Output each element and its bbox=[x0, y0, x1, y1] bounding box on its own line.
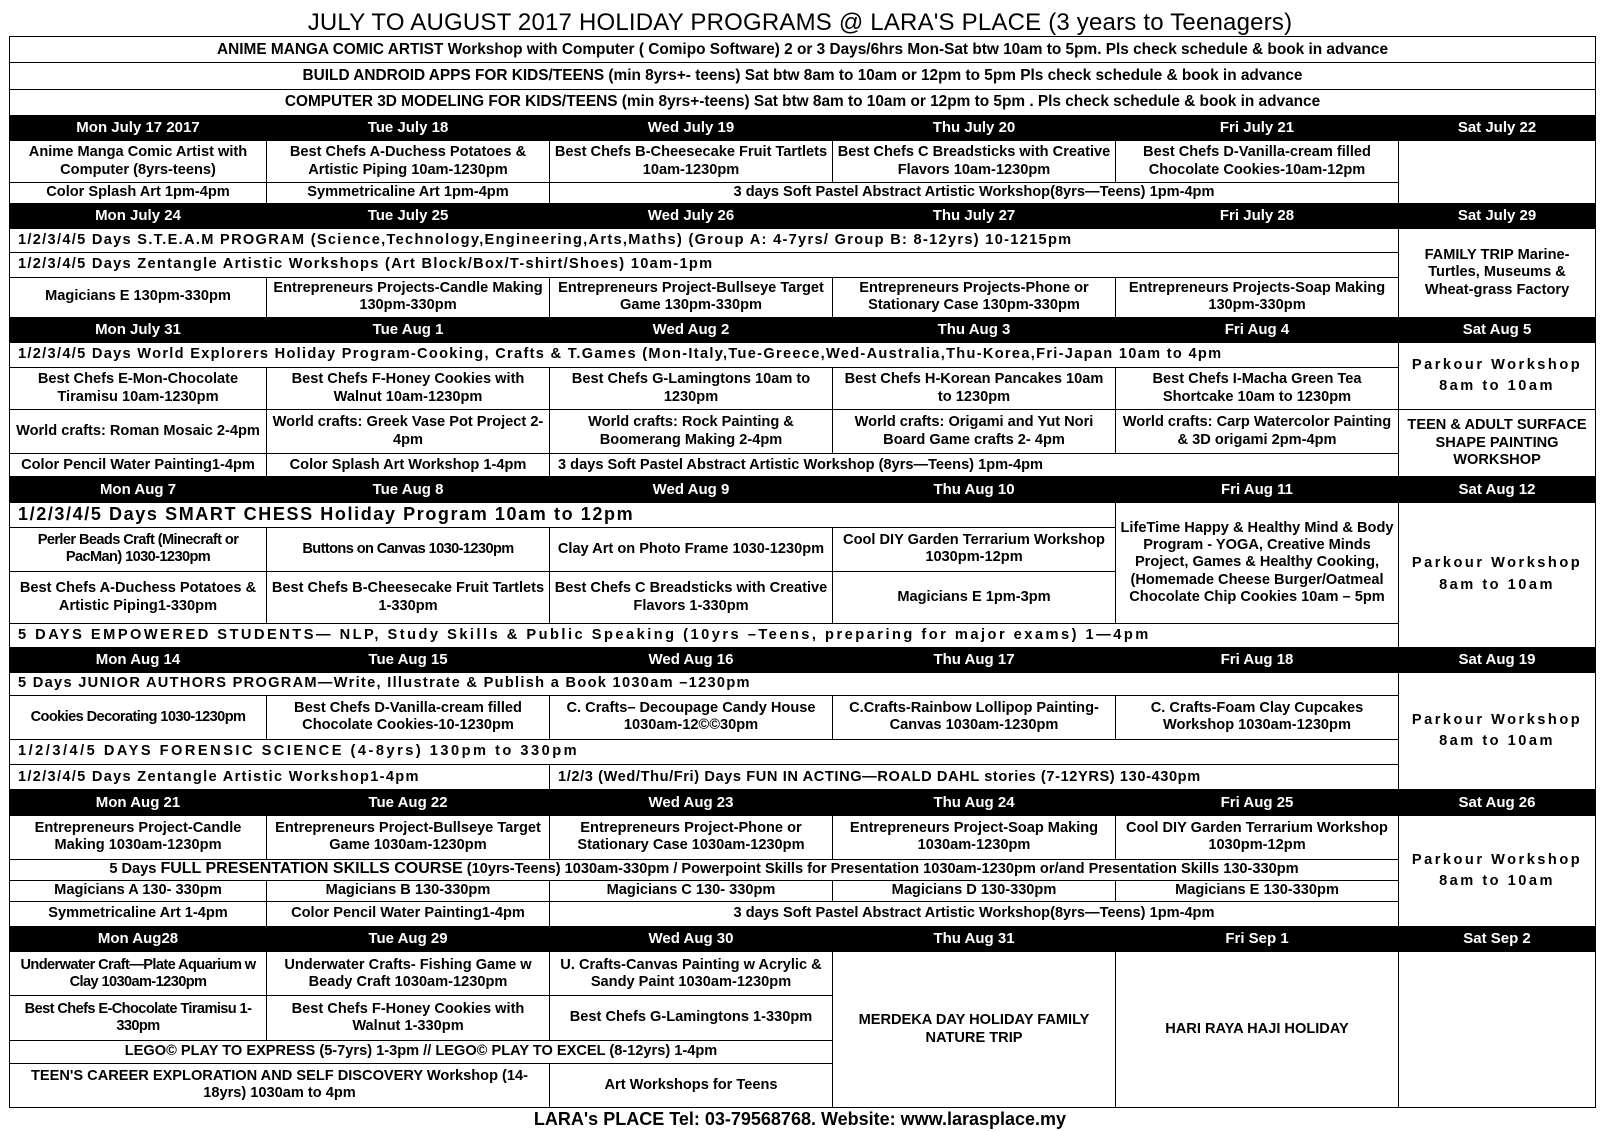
fun-in-acting: 1/2/3 (Wed/Thu/Fri) Days FUN IN ACTING—ROALD DAHL stories (7-12YRS) 130-430pm bbox=[550, 765, 1399, 790]
empowered-students: 5 DAYS EMPOWERED STUDENTS— NLP, Study Skills & Public Speaking (10yrs –Teens, preparing for major exams) 1—4pm bbox=[10, 624, 1399, 647]
page-title: JULY TO AUGUST 2017 HOLIDAY PROGRAMS @ LARA'S PLACE (3 years to Teenagers) bbox=[307, 9, 1293, 36]
day-header: Tue Aug 8 bbox=[267, 477, 550, 502]
steam-program: 1/2/3/4/5 Days S.T.E.A.M PROGRAM (Science,Technology,Engineering,Arts,Maths) (Group A: 4-7yrs/ Group B: 8-12yrs) 10-1215pm bbox=[10, 229, 1399, 253]
zentangle-workshops: 1/2/3/4/5 Days Zentangle Artistic Workshops (Art Block/Box/T-shirt/Shoes) 10am-1pm bbox=[10, 253, 1399, 277]
teen-adult-painting: TEEN & ADULT SURFACE SHAPE PAINTING WORKSHOP bbox=[1399, 410, 1596, 477]
week-header bbox=[10, 647, 1596, 672]
day-header: Tue Aug 15 bbox=[267, 647, 550, 672]
week-header bbox=[10, 317, 1596, 342]
program-cell: Entrepreneurs Projects-Soap Making 130pm-330pm bbox=[1116, 277, 1399, 317]
day-header: Thu July 20 bbox=[833, 115, 1116, 140]
presentation-title: FULL PRESENTATION SKILLS COURSE bbox=[160, 860, 463, 878]
day-header: Wed Aug 23 bbox=[550, 790, 833, 815]
day-header: Fri Aug 11 bbox=[1116, 477, 1399, 502]
lifetime-program: LifeTime Happy & Healthy Mind & Body Program - YOGA, Creative Minds Project, Games & Healthy Cooking, (Homemade Cheese Burger/Oatmeal Chocolate Chip Cookies 10am – 5pm bbox=[1116, 502, 1399, 624]
zentangle-workshop: 1/2/3/4/5 Days Zentangle Artistic Workshop1-4pm bbox=[10, 765, 550, 790]
program-cell: Magicians C 130- 330pm bbox=[550, 880, 833, 901]
day-header: Fri Aug 25 bbox=[1116, 790, 1399, 815]
program-cell: Best Chefs I-Macha Green Tea Shortcake 10am to 1230pm bbox=[1116, 368, 1399, 410]
day-header: Wed Aug 2 bbox=[550, 317, 833, 342]
banner-anime-manga: ANIME MANGA COMIC ARTIST Workshop with Computer ( Comipo Software) 2 or 3 Days/6hrs Mon-Sat btw 10am to 5pm. Pls check schedule & book in advance bbox=[10, 37, 1596, 63]
day-header: Tue Aug 29 bbox=[267, 927, 550, 952]
program-cell: Best Chefs F-Honey Cookies with Walnut 1-330pm bbox=[267, 996, 550, 1040]
day-header: Tue July 25 bbox=[267, 204, 550, 229]
parkour-workshop: Parkour Workshop 8am to 10am bbox=[1399, 502, 1596, 647]
day-header: Mon Aug28 bbox=[10, 927, 267, 952]
program-cell: World crafts: Rock Painting & Boomerang Making 2-4pm bbox=[550, 410, 833, 454]
parkour-workshop: Parkour Workshop 8am to 10am bbox=[1399, 342, 1596, 409]
program-cell: Best Chefs A-Duchess Potatoes & Artistic Piping1-330pm bbox=[10, 571, 267, 624]
program-cell: Best Chefs B-Cheesecake Fruit Tartlets 1-330pm bbox=[267, 571, 550, 624]
program-cell: Magicians D 130-330pm bbox=[833, 880, 1116, 901]
presentation-details: (10yrs-Teens) 1030am-330pm / Powerpoint Skills for Presentation 1030am-1230pm or/and Presentation Skills 130-330pm bbox=[462, 861, 1299, 878]
week-header bbox=[10, 477, 1596, 502]
program-cell: Best Chefs C Breadsticks with Creative Flavors 1-330pm bbox=[550, 571, 833, 624]
day-header: Wed July 19 bbox=[550, 115, 833, 140]
day-header: Sat Aug 5 bbox=[1399, 317, 1596, 342]
banner-3d-modeling: COMPUTER 3D MODELING FOR KIDS/TEENS (min 8yrs+-teens) Sat btw 8am to 10am or 12pm to 5pm . Pls check schedule & book in advance bbox=[10, 89, 1596, 115]
program-cell: Best Chefs B-Cheesecake Fruit Tartlets 10am-1230pm bbox=[550, 141, 833, 183]
program-cell: Best Chefs F-Honey Cookies with Walnut 10am-1230pm bbox=[267, 368, 550, 410]
program-cell: Best Chefs G-Lamingtons 10am to 1230pm bbox=[550, 368, 833, 410]
program-cell: Magicians A 130- 330pm bbox=[10, 880, 267, 901]
program-cell: Best Chefs E-Chocolate Tiramisu 1-330pm bbox=[10, 996, 267, 1040]
empty-cell bbox=[1399, 952, 1596, 1108]
program-cell: Entrepreneurs Projects-Phone or Stationary Case 130pm-330pm bbox=[833, 277, 1116, 317]
day-header: Mon July 17 2017 bbox=[10, 115, 267, 140]
program-cell: Magicians E 130-330pm bbox=[1116, 880, 1399, 901]
day-header: Wed Aug 16 bbox=[550, 647, 833, 672]
program-cell: Entrepreneurs Project-Candle Making 1030am-1230pm bbox=[10, 815, 267, 859]
day-header: Tue Aug 1 bbox=[267, 317, 550, 342]
program-cell: Underwater Craft—Plate Aquarium w Clay 1030am-1230pm bbox=[10, 952, 267, 996]
program-cell: World crafts: Carp Watercolor Painting & 3D origami 2pm-4pm bbox=[1116, 410, 1399, 454]
program-cell: Cookies Decorating 1030-1230pm bbox=[10, 695, 267, 739]
program-cell: Buttons on Canvas 1030-1230pm bbox=[267, 527, 550, 571]
program-cell: C.Crafts-Rainbow Lollipop Painting-Canvas 1030am-1230pm bbox=[833, 695, 1116, 739]
program-cell: Magicians B 130-330pm bbox=[267, 880, 550, 901]
schedule-table bbox=[9, 36, 1596, 1108]
banner-android-apps: BUILD ANDROID APPS FOR KIDS/TEENS (min 8yrs+- teens) Sat btw 8am to 10am or 12pm to 5pm Pls check schedule & book in advance bbox=[10, 63, 1596, 89]
day-header: Fri July 28 bbox=[1116, 204, 1399, 229]
program-cell: Best Chefs G-Lamingtons 1-330pm bbox=[550, 996, 833, 1040]
day-header: Thu Aug 3 bbox=[833, 317, 1116, 342]
program-cell: Magicians E 130pm-330pm bbox=[10, 277, 267, 317]
day-header: Mon Aug 14 bbox=[10, 647, 267, 672]
lego-play: LEGO© PLAY TO EXPRESS (5-7yrs) 1-3pm // LEGO© PLAY TO EXCEL (8-12yrs) 1-4pm bbox=[10, 1040, 833, 1063]
day-header: Thu Aug 10 bbox=[833, 477, 1116, 502]
day-header: Fri Aug 18 bbox=[1116, 647, 1399, 672]
day-header: Sat Sep 2 bbox=[1399, 927, 1596, 952]
day-header: Mon Aug 7 bbox=[10, 477, 267, 502]
world-explorers-program: 1/2/3/4/5 Days World Explorers Holiday Program-Cooking, Crafts & T.Games (Mon-Italy,Tue-Greece,Wed-Australia,Thu-Korea,Fri-Japan 10am to 4pm bbox=[10, 342, 1399, 367]
program-cell: Underwater Crafts- Fishing Game w Beady Craft 1030am-1230pm bbox=[267, 952, 550, 996]
smart-chess-program: 1/2/3/4/5 Days SMART CHESS Holiday Program 10am to 12pm bbox=[10, 502, 1116, 527]
program-cell: Magicians E 1pm-3pm bbox=[833, 571, 1116, 624]
program-cell: Color Splash Art Workshop 1-4pm bbox=[267, 454, 550, 477]
program-cell: Cool DIY Garden Terrarium Workshop 1030pm-12pm bbox=[1116, 815, 1399, 859]
program-cell: Best Chefs D-Vanilla-cream filled Chocolate Cookies-10-1230pm bbox=[267, 695, 550, 739]
day-header: Sat Aug 12 bbox=[1399, 477, 1596, 502]
program-cell: C. Crafts-Foam Clay Cupcakes Workshop 1030am-1230pm bbox=[1116, 695, 1399, 739]
program-cell: Perler Beads Craft (Minecraft or PacMan) 1030-1230pm bbox=[10, 527, 267, 571]
day-header: Fri Aug 4 bbox=[1116, 317, 1399, 342]
program-cell: Anime Manga Comic Artist with Computer (8yrs-teens) bbox=[10, 141, 267, 183]
day-header: Sat Aug 19 bbox=[1399, 647, 1596, 672]
program-cell: Cool DIY Garden Terrarium Workshop 1030pm-12pm bbox=[833, 527, 1116, 571]
day-header: Mon July 24 bbox=[10, 204, 267, 229]
day-header: Wed Aug 9 bbox=[550, 477, 833, 502]
day-header: Fri Sep 1 bbox=[1116, 927, 1399, 952]
day-header: Thu Aug 17 bbox=[833, 647, 1116, 672]
day-header: Fri July 21 bbox=[1116, 115, 1399, 140]
program-cell: World crafts: Roman Mosaic 2-4pm bbox=[10, 410, 267, 454]
program-cell: Best Chefs H-Korean Pancakes 10am to 1230pm bbox=[833, 368, 1116, 410]
program-cell: Clay Art on Photo Frame 1030-1230pm bbox=[550, 527, 833, 571]
day-header: Thu Aug 31 bbox=[833, 927, 1116, 952]
day-header: Sat July 29 bbox=[1399, 204, 1596, 229]
parkour-workshop: Parkour Workshop 8am to 10am bbox=[1399, 815, 1596, 926]
program-cell: Entrepreneurs Project-Soap Making 1030am-1230pm bbox=[833, 815, 1116, 859]
day-header: Tue Aug 22 bbox=[267, 790, 550, 815]
program-cell: 3 days Soft Pastel Abstract Artistic Workshop(8yrs—Teens) 1pm-4pm bbox=[550, 901, 1399, 926]
program-cell: Entrepreneurs Project-Bullseye Target Game 130pm-330pm bbox=[550, 277, 833, 317]
program-cell: Best Chefs C Breadsticks with Creative Flavors 10am-1230pm bbox=[833, 141, 1116, 183]
program-cell: World crafts: Origami and Yut Nori Board Game crafts 2- 4pm bbox=[833, 410, 1116, 454]
merdeka-holiday: MERDEKA DAY HOLIDAY FAMILY NATURE TRIP bbox=[833, 952, 1116, 1108]
hari-raya-haji-holiday: HARI RAYA HAJI HOLIDAY bbox=[1116, 952, 1399, 1108]
week-header bbox=[10, 115, 1596, 140]
presentation-skills-course bbox=[10, 859, 1399, 880]
day-header: Wed Aug 30 bbox=[550, 927, 833, 952]
presentation-prefix: 5 Days bbox=[109, 861, 161, 878]
day-header: Mon July 31 bbox=[10, 317, 267, 342]
day-header: Thu Aug 24 bbox=[833, 790, 1116, 815]
program-cell: Best Chefs E-Mon-Chocolate Tiramisu 10am-1230pm bbox=[10, 368, 267, 410]
program-cell: Color Pencil Water Painting1-4pm bbox=[10, 454, 267, 477]
program-cell: 3 days Soft Pastel Abstract Artistic Workshop(8yrs—Teens) 1pm-4pm bbox=[550, 183, 1399, 204]
art-workshops-teens: Art Workshops for Teens bbox=[550, 1063, 833, 1107]
day-header: Mon Aug 21 bbox=[10, 790, 267, 815]
week-header bbox=[10, 927, 1596, 952]
empty-cell bbox=[1399, 141, 1596, 204]
program-cell: Color Pencil Water Painting1-4pm bbox=[267, 901, 550, 926]
program-cell: World crafts: Greek Vase Pot Project 2-4pm bbox=[267, 410, 550, 454]
program-cell: U. Crafts-Canvas Painting w Acrylic & Sandy Paint 1030am-1230pm bbox=[550, 952, 833, 996]
parkour-workshop: Parkour Workshop 8am to 10am bbox=[1399, 672, 1596, 790]
day-header: Wed July 26 bbox=[550, 204, 833, 229]
program-cell: Color Splash Art 1pm-4pm bbox=[10, 183, 267, 204]
teen-career-exploration: TEEN'S CAREER EXPLORATION AND SELF DISCOVERY Workshop (14-18yrs) 1030am to 4pm bbox=[10, 1063, 550, 1107]
day-header: Tue July 18 bbox=[267, 115, 550, 140]
program-cell: Entrepreneurs Projects-Candle Making 130pm-330pm bbox=[267, 277, 550, 317]
program-cell: Best Chefs D-Vanilla-cream filled Chocolate Cookies-10am-12pm bbox=[1116, 141, 1399, 183]
forensic-science: 1/2/3/4/5 DAYS FORENSIC SCIENCE (4-8yrs) 130pm to 330pm bbox=[10, 739, 1399, 764]
footer-contact: LARA's PLACE Tel: 03-79568768. Website: www.larasplace.my bbox=[533, 1109, 1067, 1129]
day-header: Thu July 27 bbox=[833, 204, 1116, 229]
program-cell: Symmetricaline Art 1pm-4pm bbox=[267, 183, 550, 204]
program-cell: Best Chefs A-Duchess Potatoes & Artistic Piping 10am-1230pm bbox=[267, 141, 550, 183]
day-header: Sat Aug 26 bbox=[1399, 790, 1596, 815]
program-cell: Symmetricaline Art 1-4pm bbox=[10, 901, 267, 926]
day-header: Sat July 22 bbox=[1399, 115, 1596, 140]
program-cell: C. Crafts– Decoupage Candy House 1030am-12©©30pm bbox=[550, 695, 833, 739]
program-cell: 3 days Soft Pastel Abstract Artistic Workshop (8yrs—Teens) 1pm-4pm bbox=[550, 454, 1399, 477]
program-cell: Entrepreneurs Project-Bullseye Target Game 1030am-1230pm bbox=[267, 815, 550, 859]
family-trip: FAMILY TRIP Marine-Turtles, Museums & Wheat-grass Factory bbox=[1399, 229, 1596, 317]
junior-authors: 5 Days JUNIOR AUTHORS PROGRAM—Write, Illustrate & Publish a Book 1030am –1230pm bbox=[10, 672, 1399, 695]
week-header bbox=[10, 790, 1596, 815]
week-header bbox=[10, 204, 1596, 229]
program-cell: Entrepreneurs Project-Phone or Stationary Case 1030am-1230pm bbox=[550, 815, 833, 859]
